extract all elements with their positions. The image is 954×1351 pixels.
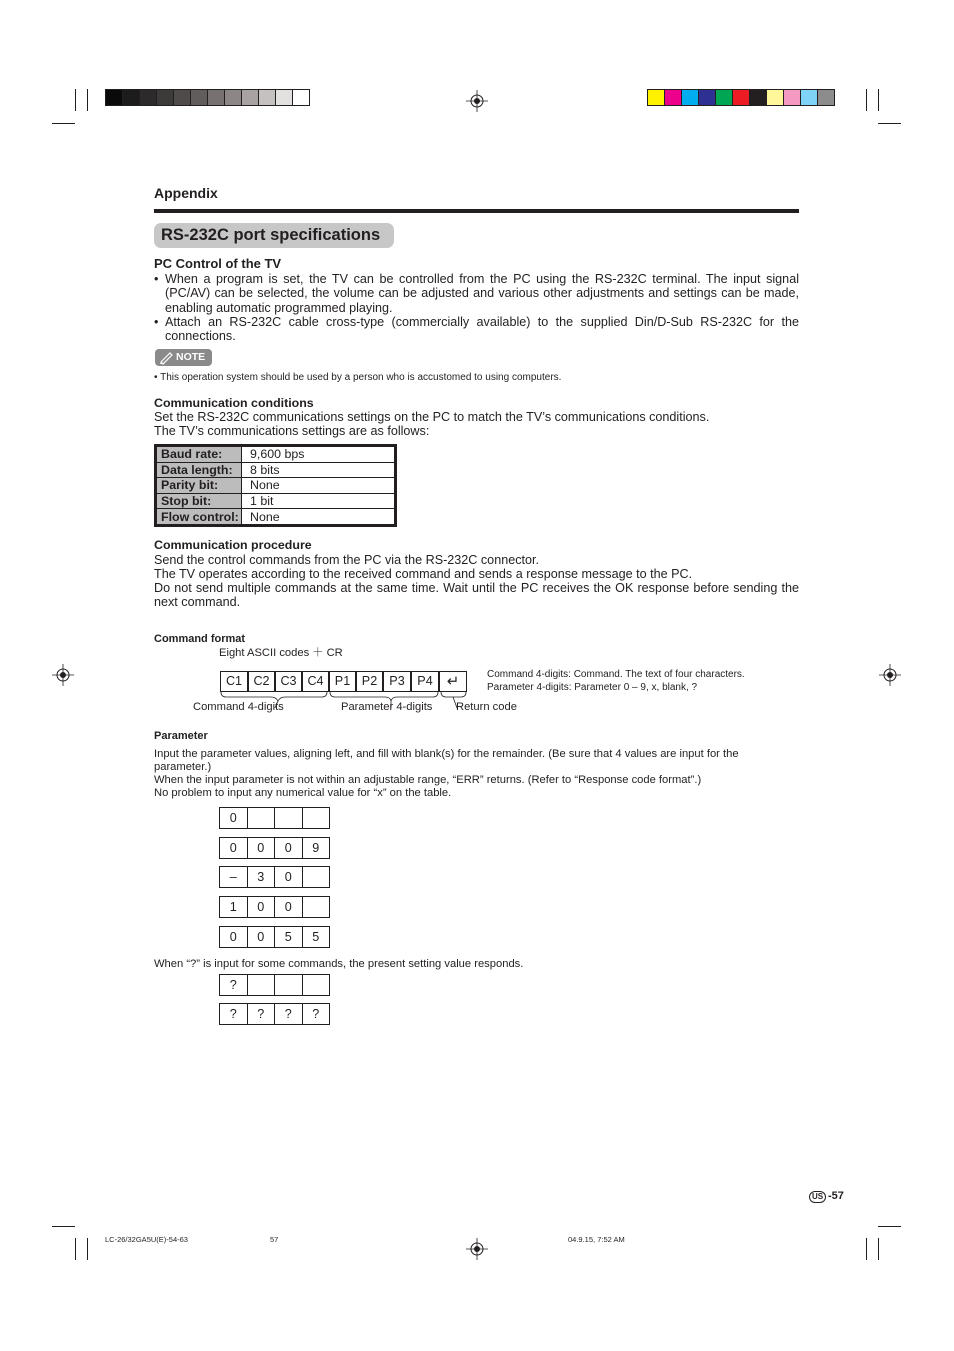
calibration-swatch: [681, 89, 699, 106]
page-number: -57: [828, 1190, 844, 1202]
parameter-example: [219, 866, 330, 888]
footer-date: 04.9.15, 7:52 AM: [568, 1235, 625, 1244]
comm-procedure-line: The TV operates according to the received command and sends a response message to the PC.: [154, 567, 693, 581]
parameter-digit: [275, 808, 303, 828]
registration-mark-icon: [52, 664, 74, 686]
parameter-line: When the input parameter is not within an adjustable range, “ERR” returns. (Refer to “Response code format”.): [154, 774, 702, 786]
query-example: [219, 1003, 330, 1025]
calibration-swatch: [105, 89, 123, 106]
parameter-digit: 5: [275, 927, 303, 947]
registration-mark-icon: [879, 664, 901, 686]
footer-page: 57: [270, 1235, 279, 1244]
parameter-digit: [303, 975, 330, 995]
table-row: [157, 447, 395, 463]
parameter-digit: 0: [220, 838, 248, 858]
parameter-digit: 9: [312, 841, 320, 855]
parameter-example: [219, 807, 330, 829]
parameter-digit: [248, 975, 276, 995]
parameter-digits-label: Parameter 4-digits: [341, 701, 433, 713]
comm-procedure-line: Send the control commands from the PC via the RS-232C connector.: [154, 553, 540, 567]
parameter-digit: 1: [220, 897, 248, 917]
calibration-swatch: [647, 89, 665, 106]
bullet-2: Attach an RS-232C cable cross-type (commercially available) to the supplied Din/D-Sub RS-232C for the connections.: [165, 315, 799, 344]
parameter-digit: 0: [275, 838, 303, 858]
parameter-digit: ?: [275, 1004, 303, 1024]
parameter-line: parameter.): [154, 761, 212, 773]
command-format-caption: Eight ASCII codes ＋ CR: [219, 647, 343, 659]
parameter-digit: [275, 975, 303, 995]
command-cell: C1: [220, 671, 248, 692]
table-row: [157, 509, 395, 525]
setting-key: Baud rate:: [157, 447, 242, 463]
note-badge: [155, 349, 212, 366]
parameter-digit: ?: [248, 1004, 276, 1024]
calibration-swatch: [275, 89, 293, 106]
pencil-icon: [159, 350, 175, 365]
calibration-swatch: [139, 89, 157, 106]
parameter-digit: ?: [220, 975, 248, 995]
table-row: [157, 493, 395, 509]
parameter-line: No problem to input any numerical value for “x” on the table.: [154, 787, 452, 799]
command-format-note: Command 4-digits: Command. The text of four characters.: [487, 669, 745, 680]
parameter-cell: P4: [411, 671, 439, 692]
parameter-digit: 0: [275, 897, 303, 917]
parameter-digit: 0: [248, 927, 276, 947]
parameter-digit: 5: [312, 930, 320, 944]
parameter-example: [219, 926, 330, 948]
command-cell: C4: [302, 671, 329, 692]
comm-procedure-line: Do not send multiple commands at the same time. Wait until the PC receives the OK response before sending the next command.: [154, 581, 799, 610]
parameter-digit: 0: [220, 808, 248, 828]
calibration-swatch: [817, 89, 835, 106]
table-row: [157, 478, 395, 494]
table-row: [157, 462, 395, 478]
calibration-swatch: [715, 89, 733, 106]
parameter-digit: 0: [220, 927, 248, 947]
calibration-swatch: [783, 89, 801, 106]
calibration-swatch: [156, 89, 174, 106]
pc-control-heading: PC Control of the TV: [154, 256, 282, 271]
parameter-digit: –: [220, 867, 248, 887]
comm-conditions-heading: Communication conditions: [154, 396, 314, 410]
registration-mark-icon: [466, 1238, 488, 1260]
return-key-icon: ↵: [439, 671, 467, 692]
calibration-swatch: [732, 89, 750, 106]
calibration-swatch: [664, 89, 682, 106]
setting-key: Data length:: [157, 462, 242, 478]
calibration-swatch: [173, 89, 191, 106]
calibration-swatch: [292, 89, 310, 106]
registration-mark-icon: [466, 90, 488, 112]
setting-key: Parity bit:: [157, 478, 242, 494]
calibration-swatch: [749, 89, 767, 106]
setting-key: Flow control:: [157, 509, 242, 525]
setting-value: None: [242, 478, 395, 494]
setting-value: 8 bits: [242, 462, 395, 478]
parameter-cell: P3: [383, 671, 411, 692]
calibration-swatch: [190, 89, 208, 106]
note-text: • This operation system should be used by a person who is accustomed to using computers.: [154, 372, 562, 383]
section-header: Appendix: [154, 185, 218, 201]
page-title: RS-232C port specifications: [161, 226, 381, 244]
setting-value: 9,600 bps: [242, 447, 395, 463]
comm-conditions-line: Set the RS-232C communications settings on the PC to match the TV’s communications conditions.: [154, 410, 710, 424]
parameter-digit: [303, 808, 330, 828]
parameter-example: [219, 837, 330, 859]
bullet-marker: •: [154, 272, 159, 286]
parameter-digit: 3: [248, 867, 276, 887]
region-badge: [809, 1191, 826, 1203]
calibration-swatch: [224, 89, 242, 106]
bullet-marker: •: [154, 315, 159, 329]
note-label: NOTE: [176, 351, 206, 363]
command-format-note: Parameter 4-digits: Parameter 0 – 9, x, blank, ?: [487, 682, 698, 693]
comm-procedure-heading: Communication procedure: [154, 538, 312, 552]
footer-file: LC-26/32GA5U(E)-54-63: [105, 1235, 188, 1244]
parameter-digit: ?: [312, 1007, 320, 1021]
calibration-swatch: [258, 89, 276, 106]
setting-key: Stop bit:: [157, 493, 242, 509]
calibration-swatch: [207, 89, 225, 106]
command-cell: C3: [275, 671, 302, 692]
bullet-1: When a program is set, the TV can be controlled from the PC using the RS-232C terminal. The input signal (PC/AV) can be selected, the volume can be adjusted and various other adjustments and settings can be made, enabling automatic programmed playing.: [165, 272, 799, 315]
command-digits-label: Command 4-digits: [193, 701, 284, 713]
parameter-digit: 0: [248, 897, 276, 917]
setting-value: None: [242, 509, 395, 525]
header-rule: [154, 209, 799, 213]
parameter-digit: [303, 867, 330, 887]
parameter-digit: ?: [220, 1004, 248, 1024]
parameter-cell: P2: [356, 671, 383, 692]
parameter-example: [219, 896, 330, 918]
calibration-swatch: [122, 89, 140, 106]
query-example: [219, 974, 330, 996]
return-code-label: Return code: [456, 701, 517, 713]
comm-conditions-line: The TV’s communications settings are as follows:: [154, 424, 430, 438]
command-format-heading: Command format: [154, 633, 246, 645]
parameter-heading: Parameter: [154, 730, 208, 742]
setting-value: 1 bit: [242, 493, 395, 509]
calibration-swatch: [241, 89, 259, 106]
query-note: When “?” is input for some commands, the present setting value responds.: [154, 958, 524, 970]
parameter-line: Input the parameter values, aligning left, and fill with blank(s) for the remainder. (Be sure that 4 values are input for the: [154, 748, 739, 760]
calibration-swatch: [698, 89, 716, 106]
calibration-swatch: [766, 89, 784, 106]
parameter-digit: [303, 897, 330, 917]
parameter-digit: 0: [275, 867, 303, 887]
command-cell: C2: [248, 671, 275, 692]
parameter-digit: [248, 808, 276, 828]
region-badge-text: US: [812, 1192, 824, 1201]
parameter-digit: 0: [248, 838, 276, 858]
parameter-cell: P1: [329, 671, 356, 692]
settings-table: [154, 444, 397, 527]
calibration-swatch: [800, 89, 818, 106]
